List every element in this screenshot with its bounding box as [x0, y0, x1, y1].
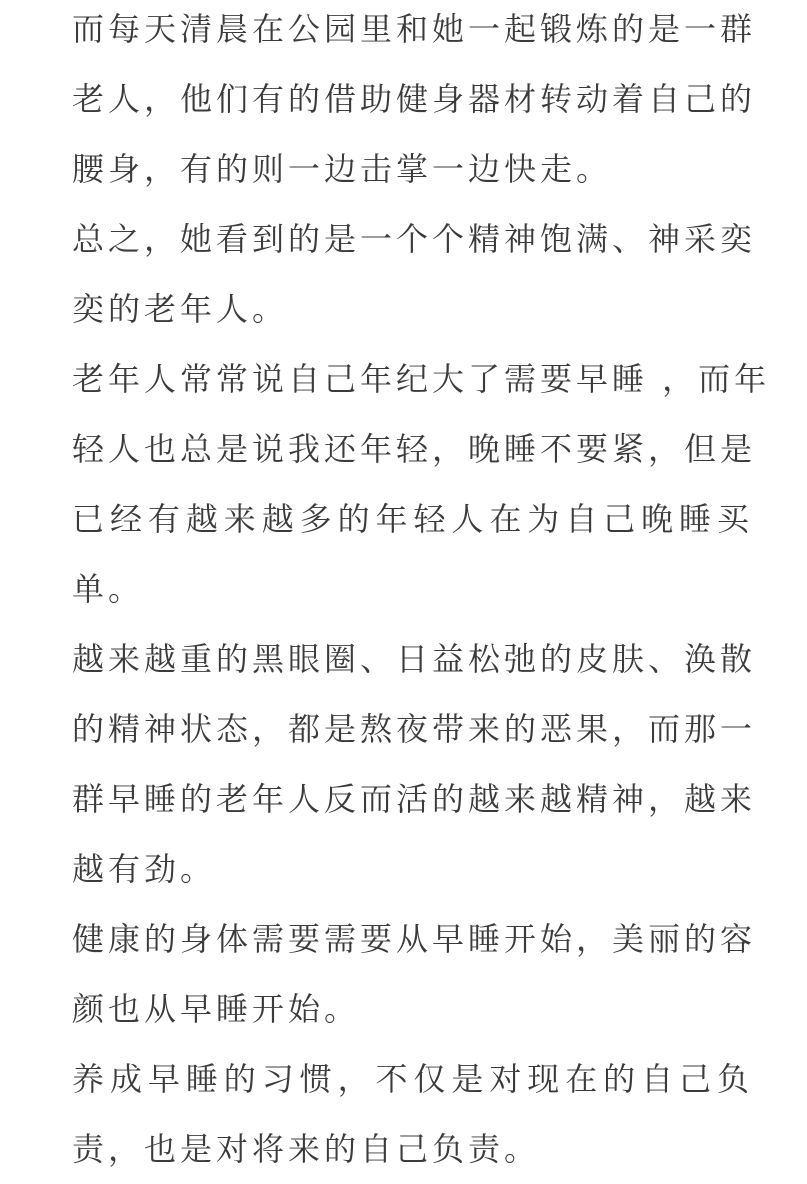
paragraph-line: 已经有越来越多的年轻人在为自己晚睡买 [72, 500, 753, 538]
paragraph-line: 健康的身体需要需要从早睡开始，美丽的容 [72, 920, 757, 958]
paragraph-line: 越有劲。 [72, 850, 217, 888]
paragraph-line: 颜也从早睡开始。 [72, 990, 361, 1028]
paragraph-line: 单。 [72, 570, 145, 608]
paragraph-line: 奕的老年人。 [72, 290, 289, 328]
paragraph-line: 越来越重的黑眼圈、日益松弛的皮肤、涣散 [72, 640, 757, 678]
paragraph-line: 总之，她看到的是一个个精神饱满、神采奕 [72, 220, 757, 258]
paragraph-line: 轻人也总是说我还年轻，晚睡不要紧，但是 [72, 430, 757, 468]
paragraph-line: 群早睡的老年人反而活的越来越精神，越来 [72, 780, 757, 818]
paragraph-line: 的精神状态，都是熬夜带来的恶果，而那一 [72, 710, 757, 748]
paragraph-line: 老年人常常说自己年纪大了需要早睡 ，而年 [72, 360, 771, 398]
paragraph-line: 老人，他们有的借助健身器材转动着自己的 [72, 80, 757, 118]
paragraph-line: 腰身，有的则一边击掌一边快走。 [72, 150, 613, 188]
paragraph-line: 养成早睡的习惯，不仅是对现在的自己负 [72, 1060, 753, 1098]
paragraph-line: 而每天清晨在公园里和她一起锻炼的是一群 [72, 10, 757, 48]
paragraph-line: 责，也是对将来的自己负责。 [72, 1130, 541, 1168]
